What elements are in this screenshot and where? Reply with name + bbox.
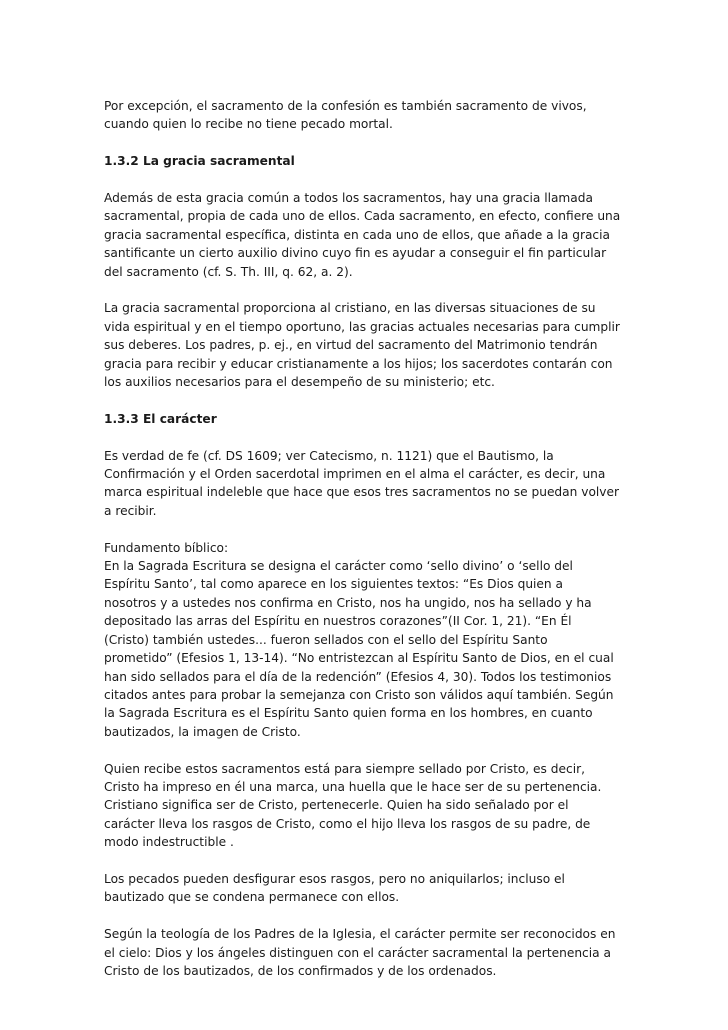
paragraph-confession: Por excepción, el sacramento de la confesión es también sacramento de vivos, cuando quien lo recibe no tiene pecado mortal. xyxy=(104,99,587,132)
paragraph-biblical-foundation: Fundamento bíblico: En la Sagrada Escritura se designa el carácter como ‘sello divino’ o ‘sello del Espíritu Santo’, tal como aparece en los siguientes textos: “Es Dios quien a nosotros y a ustedes nos confirma en Cristo, nos ha ungido, nos ha sellado y ha depositado las arras del Espíritu en nuestros corazones”(II Cor. 1, 21). “En Él (Cristo) también ustedes... fueron sellados con el sello del Espíritu Santo prometido” (Efesios 1, 13-14). “No entristezcan al Espíritu Santo de Dios, en el cual han sido sellados para el día de la redención” (Efesios 4, 30). Todos los testimonios citados antes para probar la semejanza con Cristo son válidos aquí también. Según la Sagrada Escritura es el Espíritu Santo quien forma en los hombres, en cuanto bautizados, la imagen de Cristo. xyxy=(104,540,614,739)
paragraph-sacramental-grace-effects: La gracia sacramental proporciona al cristiano, en las diversas situaciones de su vida espiritual y en el tiempo oportuno, las gracias actuales necesarias para cumplir sus deberes. Los padres, p. ej., en virtud del sacramento del Matrimonio tendrán gracia para recibir y educar cristianamente a los hijos; los sacerdotes contarán con los auxilios necesarios para el desempeño de su ministerio; etc. xyxy=(104,301,620,390)
paragraph-sacramental-grace-definition: Además de esta gracia común a todos los sacramentos, hay una gracia llamada sacramental, propia de cada uno de ellos. Cada sacramento, en efecto, confiere una gracia sacramental específica, distinta en cada uno de ellos, que añade a la gracia santificante un cierto auxilio divino cuyo fin es ayudar a conseguir el fin particular del sacramento (cf. S. Th. III, q. 62, a. 2). xyxy=(104,191,621,279)
paragraph-sealed-by-christ: Quien recibe estos sacramentos está para siempre sellado por Cristo, es decir, Cristo ha impreso en él una marca, una huella que le hace ser de su pertenencia. Cristiano significa ser de Cristo, pertenecerle. Quien ha sido señalado por el carácter lleva los rasgos de Cristo, como el hijo lleva los rasgos de su padre, de modo indestructible . xyxy=(104,761,602,850)
document-page xyxy=(104,97,634,999)
section-heading-character: 1.3.3 El carácter xyxy=(104,411,217,426)
section-heading-sacramental-grace: 1.3.2 La gracia sacramental xyxy=(104,154,295,169)
paragraph-church-fathers: Según la teología de los Padres de la Iglesia, el carácter permite ser reconocidos en el cielo: Dios y los ángeles distinguen con el carácter sacramental la pertenencia a Cristo de los bautizados, de los confirmados y de los ordenados. xyxy=(104,927,616,978)
paragraph-sins: Los pecados pueden desfigurar esos rasgos, pero no aniquilarlos; incluso el bautizado que se condena permanece con ellos. xyxy=(104,871,565,905)
paragraph-character-dogma: Es verdad de fe (cf. DS 1609; ver Catecismo, n. 1121) que el Bautismo, la Confirmación y el Orden sacerdotal imprimen en el alma el carácter, es decir, una marca espiritual indeleble que hace que esos tres sacramentos no se puedan volver a recibir. xyxy=(104,448,620,518)
